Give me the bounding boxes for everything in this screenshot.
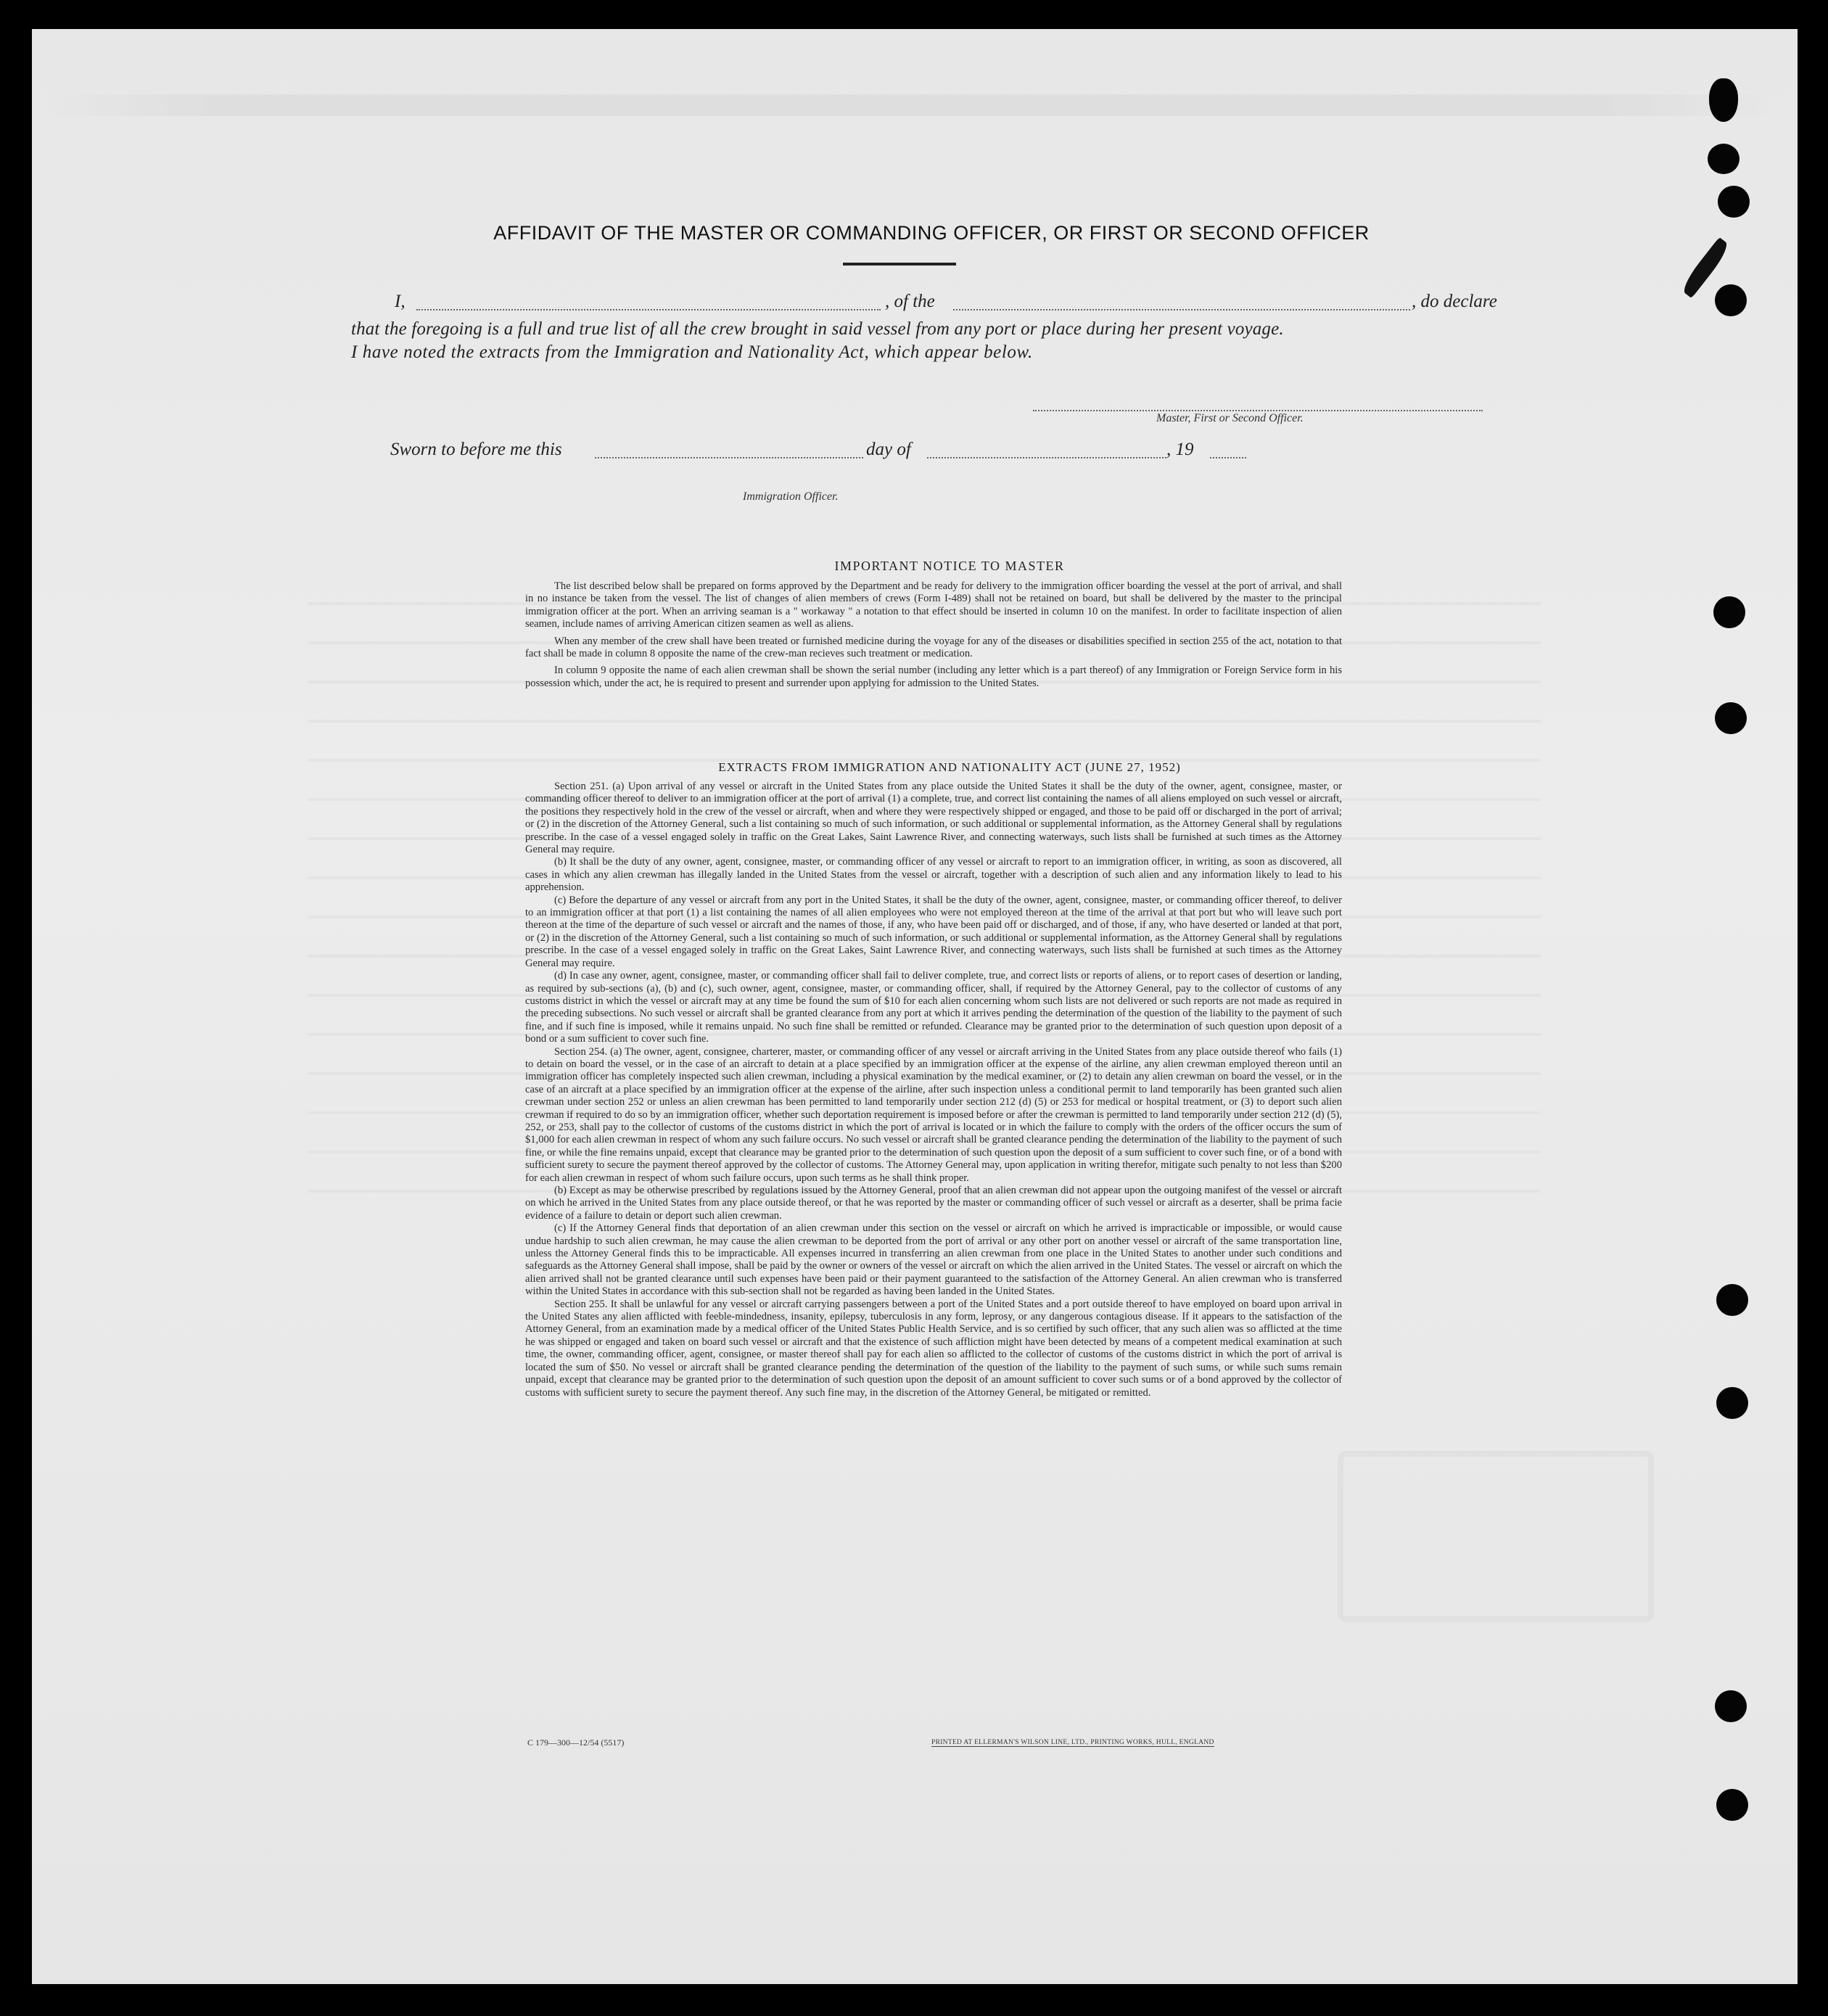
punch-hole	[1715, 1690, 1747, 1722]
section-254-a: Section 254. (a) The owner, agent, consignee, charterer, master, or commanding officer of any vessel or aircraft arriving in the United States from any place outside thereof who fails (1) to detain on board the vessel, or in the case of an aircraft to detain at a place specified by an immigration officer at the expense of the airline, any alien crewman employed thereon until an immigration officer has completely inspected such alien crewman, including a physical examination by the medical examiner, or (2) to detain any alien crewman on board the vessel, or in the case of an aircraft at a place specified by an immigration officer at the expense of the airline, after such inspection unless a conditional permit to land temporarily has been granted such alien crewman under section 252 or unless an alien crewman has been permitted to land temporarily under section 212 (d) (5) or 253 for medical or hospital treatment, or (3) to deport such alien crewman if required to do so by an immigration officer, whether such deportation requirement is imposed before or after the crewman is permitted to land temporarily under section 212 (d) (5), 252, or 253, shall pay to the collector of customs of the customs district in which the port of arrival is located or in which the failure to comply with the orders of the officer occurs the sum of $1,000 for each alien crewman in respect of whom any such failure occurs. No such vessel or aircraft shall be granted clearance pending the determination of the liability to the payment of such fine, or while the fine remains unpaid, except that clearance may be granted prior to the determination of such question upon the deposit of a sum sufficient to cover such fine, or of a bond with sufficient surety to secure the payment thereof approved by the collector of customs. The Attorney General may, upon application in writing therefor, mitigate such penalty to not less than $200 for each alien crewman in respect of whom such failure occurs, upon such terms as he shall think proper.	[525, 1045, 1342, 1184]
punch-hole	[1716, 1284, 1748, 1316]
declarant-label: I,	[395, 292, 405, 311]
punch-hole	[1709, 78, 1738, 122]
bleed-through-heading	[46, 94, 1773, 116]
notice-body	[525, 580, 1342, 690]
notice-paragraph: In column 9 opposite the name of each alien crewman shall be shown the serial number (including any letter which is a part thereof) of any Immigration or Foreign Service form in his possession which, under the act, he is required to present and surrender upon applying for admission to the United States.	[525, 665, 1342, 689]
vessel-name-field[interactable]	[953, 309, 1410, 310]
punch-hole	[1716, 1789, 1748, 1821]
sworn-year-field[interactable]	[1210, 457, 1246, 458]
printer-imprint: PRINTED AT ELLERMAN'S WILSON LINE, LTD., PRINTING WORKS, HULL, ENGLAND	[931, 1739, 1214, 1746]
sworn-day-field[interactable]	[595, 457, 863, 458]
declaration-text: that the foregoing is a full and true list of all the crew brought in said vessel from any port or place during her present voyage.	[351, 319, 1284, 339]
section-255: Section 255. It shall be unlawful for any vessel or aircraft carrying passengers between a port of the United States and a port outside thereof to have employed on board upon arrival in the United States any alien afflicted with feeble-mindedness, insanity, epilepsy, tuberculosis in any form, leprosy, or any dangerous contagious disease. If it appears to the satisfaction of the Attorney General, from an examination made by a medical officer of the United States Public Health Service, and is so certified by such officer, that any such alien was so afflicted at the time he was shipped or engaged and taken on board such vessel or aircraft and that the existence of such affliction might have been detected by means of a competent medical examination at such time, the owner, commanding officer, agent, consignee, or master thereof shall pay for each alien so afflicted to the collector of customs of the customs district in which the port of arrival is located the sum of $50. No vessel or aircraft shall be granted clearance pending the determination of the question of the liability to the payment of such sums, or while such sums remain unpaid, except that clearance may be granted prior to the determination of such question upon the deposit of an amount sufficient to cover such sums or of a bond approved by the collector of customs with sufficient surety to secure the payment thereof. Any such fine may, in the discretion of the Attorney General, be mitigated or remitted.	[525, 1298, 1342, 1399]
punch-hole	[1713, 596, 1745, 628]
do-declare-label: , do declare	[1412, 292, 1497, 311]
signature-label: Master, First or Second Officer.	[1156, 412, 1304, 424]
notice-title: IMPORTANT NOTICE TO MASTER	[834, 559, 1065, 573]
affidavit-title: AFFIDAVIT OF THE MASTER OR COMMANDING OFFICER, OR FIRST OR SECOND OFFICER	[493, 222, 1370, 244]
punch-hole	[1716, 1387, 1748, 1419]
section-251-b: (b) It shall be the duty of any owner, agent, consignee, master, or commanding officer of any vessel or aircraft to report to an immigration officer, in writing, as soon as discovered, all cases in which any alien crewman has illegally landed in the United States from the vessel or aircraft, together with a description of such alien and any information likely to lead to his apprehension.	[525, 856, 1342, 894]
sworn-label: Sworn to before me this	[390, 440, 562, 459]
punch-hole	[1718, 186, 1750, 218]
section-251-d: (d) In case any owner, agent, consignee, master, or commanding officer shall fail to deliver complete, true, and correct lists or reports of aliens, or to report cases of desertion or landing, as required by sub-sections (a), (b) and (c), such owner, agent, consignee, master, or commanding officer, shall, if required by the Attorney General, pay to the collector of customs of any customs district in which the vessel or aircraft may at any time be found the sum of $10 for each alien concerning whom such lists are not delivered or such reports are not made as required in the preceding subsections. No such vessel or aircraft shall be granted clearance from any port at which it arrives pending the determination of the question of the liability to the payment of such fine, and if such fine is imposed, while it remains unpaid. No such fine shall be remitted or refunded. Clearance may be granted prior to the determination of such question upon deposit of a bond or a sum sufficient to cover such fine.	[525, 970, 1342, 1045]
section-254-b: (b) Except as may be otherwise prescribed by regulations issued by the Attorney General, proof that an alien crewman did not appear upon the outgoing manifest of the vessel or aircraft on which he arrived in the United States from any place outside thereof, or that he was reported by the master or commanding officer of such vessel or aircraft as a deserter, shall be prima facie evidence of a failure to detain or deport such alien crewman.	[525, 1185, 1342, 1222]
sworn-month-field[interactable]	[927, 457, 1166, 458]
section-251-a: Section 251. (a) Upon arrival of any vessel or aircraft in the United States from any place outside the United States it shall be the duty of the owner, agent, consignee, master, or commanding officer thereof to deliver to an immigration officer at the port of arrival (1) a complete, true, and correct list containing the names of all aliens employed on such vessel or aircraft, the positions they respectively hold in the crew of the vessel or aircraft, when and where they were respectively shipped or engaged, and those to be paid off or discharged in the port of arrival; or (2) in the discretion of the Attorney General, such a list containing so much of such information, or such additional or supplemental information, as the Attorney General shall by regulations prescribe. In the case of a vessel engaged solely in traffic on the Great Lakes, Saint Lawrence River, and connecting waterways, such lists shall be furnished at such times as the Attorney General may require.	[525, 781, 1342, 856]
year-label: , 19	[1166, 440, 1194, 459]
document-page	[32, 29, 1798, 1984]
declarant-name-field[interactable]	[416, 309, 881, 310]
section-251-c: (c) Before the departure of any vessel or aircraft from any port in the United States, it shall be the duty of the owner, agent, consignee, master, or commanding officer thereof, to deliver to an immigration officer at that port (1) a list containing the names of all alien employees who were not employed thereon at the time of the arrival at that port but who will leave such port thereon at the time of the departure of such vessel or aircraft and the names of those, if any, who have been paid off or discharged, and of those, if any, who have deserted or landed at that port, or (2) in the discretion of the Attorney General, such a list containing so much of such information, or such additional or supplemental information, as the Attorney General shall by regulations prescribe. In the case of a vessel engaged solely in traffic on the Great Lakes, Saint Lawrence River, and connecting waterways, such lists shall be furnished at such times as the Attorney General may require.	[525, 894, 1342, 969]
punch-hole	[1708, 144, 1740, 174]
title-rule	[843, 263, 956, 266]
declare-line	[395, 292, 1519, 316]
sworn-line	[390, 440, 1478, 464]
extracts-body	[525, 781, 1342, 1399]
day-of-label: day of	[866, 440, 911, 459]
notice-paragraph: The list described below shall be prepared on forms approved by the Department and be ready for delivery to the immigration officer boarding the vessel at the port of arrival, and shall in no instance be taken from the vessel. The list of changes of alien members of crews (Form I-489) shall not be retained on board, but shall be delivered by the master to the principal immigration officer at the port. When an arriving seaman is a " workaway " a notation to that effect should be inserted in column 10 on the manifest. In order to facilitate inspection of alien seamen, include names of arriving American citizen seamen as well as aliens.	[525, 580, 1342, 630]
declaration-text-2: I have noted the extracts from the Immigration and Nationality Act, which appear below.	[351, 342, 1033, 362]
punch-hole	[1715, 284, 1747, 316]
of-the-label: , of the	[885, 292, 935, 311]
punch-hole	[1715, 702, 1747, 734]
form-code: C 179—300—12/54 (5517)	[527, 1737, 625, 1748]
notice-paragraph: When any member of the crew shall have been treated or furnished medicine during the voyage for any of the diseases or disabilities specified in section 255 of the act, notation to that fact shall be made in column 8 opposite the name of the crew-man recieves such treatment or medication.	[525, 635, 1342, 660]
section-254-c: (c) If the Attorney General finds that deportation of an alien crewman under this section on the vessel or aircraft on which he arrived is impracticable or impossible, or would cause undue hardship to such alien crewman, he may cause the alien crewman to be deported from the port of arrival or any other port on another vessel or aircraft of the same transportation line, unless the Attorney General finds this to be impracticable. All expenses incurred in transferring an alien crewman from one place in the United States to another under such conditions and safeguards as the Attorney General shall impose, shall be paid by the owner or owners of the vessel or aircraft on which the alien arrived in the United States. The vessel or aircraft on which the alien arrived shall not be granted clearance until such expenses have been paid or their payment guaranteed to the satisfaction of the Attorney General. An alien crewman who is transferred within the United States in accordance with this sub-section shall not be regarded as having been landed in the United States.	[525, 1222, 1342, 1298]
extracts-title: EXTRACTS FROM IMMIGRATION AND NATIONALITY ACT (JUNE 27, 1952)	[718, 760, 1181, 774]
signature-field[interactable]	[1033, 410, 1483, 411]
officer-label: Immigration Officer.	[743, 490, 839, 503]
bleed-through-stamp	[1338, 1451, 1654, 1622]
